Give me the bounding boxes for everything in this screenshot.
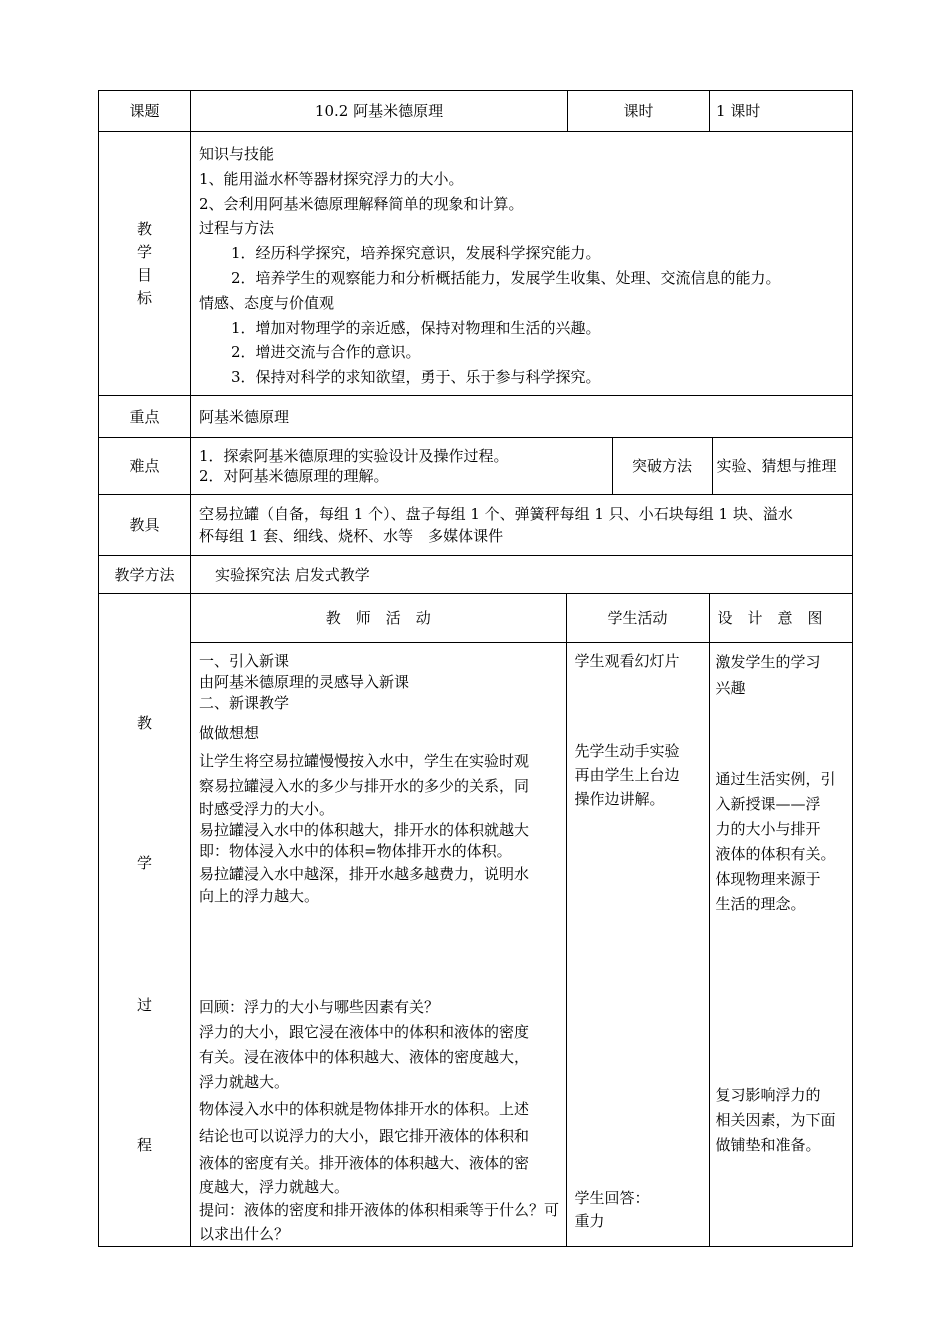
difficulty-content: 1．探索阿基米德原理的实验设计及操作过程。 2．对阿基米德原理的理解。: [191, 438, 612, 494]
objective-line: 过程与方法: [199, 219, 275, 238]
teaching-method-value: 实验探究法 启发式教学: [191, 556, 853, 594]
hours-label: 课时: [568, 91, 710, 132]
header-student: 学生活动: [566, 594, 709, 642]
process-label: 教 学 过 程: [99, 594, 191, 1247]
materials-label: 教具: [99, 495, 191, 556]
objective-line: 1．经历科学探究，培养探究意识，发展科学探究能力。: [231, 244, 601, 263]
hours-value: 1 课时: [710, 91, 853, 132]
objective-line: 1．增加对物理学的亲近感，保持对物理和生活的兴趣。: [231, 318, 601, 337]
lesson-plan-page: [98, 90, 852, 1247]
objective-line: 3．保持对科学的求知欲望，勇于、乐于参与科学探究。: [231, 368, 601, 387]
lesson-plan-table: [98, 90, 853, 1247]
objective-line: 2、会利用阿基米德原理解释简单的现象和计算。: [199, 194, 524, 213]
key-point-label: 重点: [99, 396, 191, 438]
method-value: 实验、猜想与推理: [716, 457, 837, 475]
key-point-value: 阿基米德原理: [191, 396, 853, 438]
teaching-method-label: 教学方法: [99, 556, 191, 594]
topic-value: 10.2 阿基米德原理: [191, 91, 568, 132]
objective-line: 1、能用溢水杯等器材探究浮力的大小。: [199, 169, 464, 188]
process-table: [191, 594, 852, 1246]
method-label: 突破方法: [612, 438, 712, 494]
difficulty-label: 难点: [99, 438, 191, 495]
student-activity: 学生观看幻灯片 先学生动手实验 再由学生上台边 操作边讲解。 学生回答： 重力: [566, 642, 709, 1246]
teacher-activity: 一、引入新课 由阿基米德原理的灵感导入新课 二、新课教学 做做想想 让学生将空易拉罐慢慢按入水中，学生在实验时观 察易拉罐浸入水的多少与排开水的多少的关系，同 时感受浮力的大小。 易拉罐浸入水中的体积越大，排开水的体积就越大 即：物体浸入水中的体积=物体排开水的体积。 易拉罐浸入水中越深，排开水越多越费力，说明水 向上的浮力越大。 回顾：浮力的大小与哪些因素有关？ 浮力的大小，跟它浸在液体中的体积和液体的密度 有关。浸在液体中的体积越大、液体的密度越大， 浮力就越大。 物体浸入水中的体积就是物体排开水的体积。上述 结论也可以说浮力的大小，跟它排开液体的体积和 液体的密度有关。排开液体的体积越大、液体的密 度越大，浮力就越大。 提问：液体的密度和排开液体的体积相乘等于什么？可以求出什么？: [191, 642, 566, 1246]
objective-line: 知识与技能: [199, 145, 275, 163]
header-design: 设 计 意 图: [709, 594, 852, 642]
materials-content: 空易拉罐（自备，每组 1 个）、盘子每组 1 个、弹簧秤每组 1 只、小石块每组 1 块、溢水 杯每组 1 套、细线、烧杯、水等 多媒体课件: [191, 495, 853, 556]
objective-line: 2．培养学生的观察能力和分析概括能力，发展学生收集、处理、交流信息的能力。: [231, 268, 781, 287]
objectives-label: 教 学 目 标: [99, 132, 191, 396]
header-teacher: 教 师 活 动: [191, 594, 566, 642]
design-intent: 激发学生的学习 兴趣 通过生活实例，引 入新授课——浮 力的大小与排开 液体的体积有关。 体现物理来源于 生活的理念。 复习影响浮力的 相关因素，为下面 做铺垫和准备。: [709, 642, 852, 1246]
objective-line: 2．增进交流与合作的意识。: [231, 343, 421, 362]
objectives-content: [191, 132, 853, 396]
objective-line: 情感、态度与价值观: [199, 293, 335, 312]
topic-label: 课题: [99, 91, 191, 132]
